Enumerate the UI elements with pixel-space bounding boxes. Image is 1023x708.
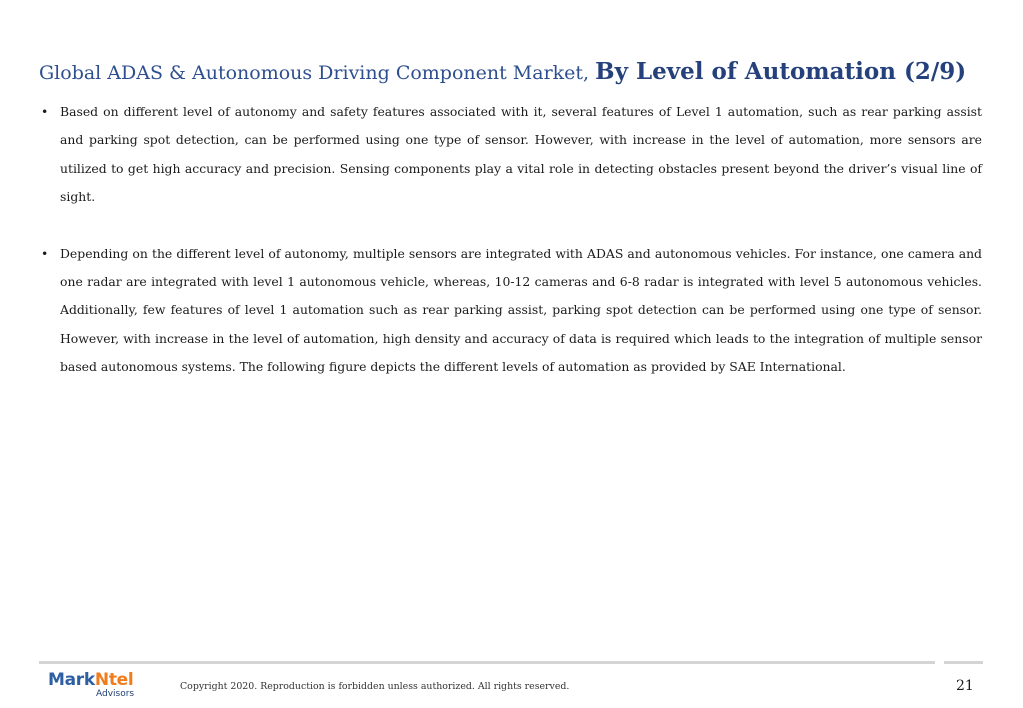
- logo-wordmark: [48, 671, 133, 690]
- bullet-text: Depending on the different level of autonomy, multiple sensors are integrated with ADAS and autonomous vehicles. For instance, one camera and one radar are integrated with level 1 autonomous vehicle, whereas, 10-12 cameras and 6-8 radar is integrated with level 5 autonomous vehicles. Additionally, few features of level 1 automation such as rear parking assist, parking spot detection can be performed using one type of sensor. However, with increase in the level of automation, high density and accuracy of data is required which leads to the integration of multiple sensor based autonomous systems. The following figure depicts the different levels of automation as provided by SAE International.: [60, 245, 982, 375]
- page-title-main: Global ADAS & Autonomous Driving Component Market,: [39, 62, 590, 84]
- bullet-marker: •: [41, 104, 49, 119]
- footer-divider: [39, 661, 935, 664]
- bullet-list: [40, 98, 982, 410]
- logo-wordmark-ntel: Ntel: [94, 670, 134, 690]
- logo-subtitle: Advisors: [96, 689, 135, 699]
- bullet-marker: •: [41, 245, 49, 261]
- page-number: 21: [956, 678, 974, 694]
- bullet-item: [40, 240, 982, 382]
- copyright-notice: Copyright 2020. Reproduction is forbidden unless authorized. All rights reserved.: [180, 681, 570, 692]
- footer-divider-short: [944, 661, 983, 664]
- bullet-text: Based on different level of autonomy and safety features associated with it, several features of Level 1 automation, such as rear parking assist and parking spot detection, can be performed using one type of sensor. However, with increase in the level of automation, more sensors are utilized to get high accuracy and precision. Sensing components play a vital role in detecting obstacles present beyond the driver’s visual line of sight.: [60, 104, 982, 205]
- page-title-emphasis: By Level of Automation (2/9): [595, 58, 967, 85]
- page-title: [39, 56, 999, 89]
- marknetel-logo: [48, 671, 138, 703]
- bullet-item: [40, 98, 982, 212]
- logo-wordmark-mark: Mark: [48, 670, 95, 690]
